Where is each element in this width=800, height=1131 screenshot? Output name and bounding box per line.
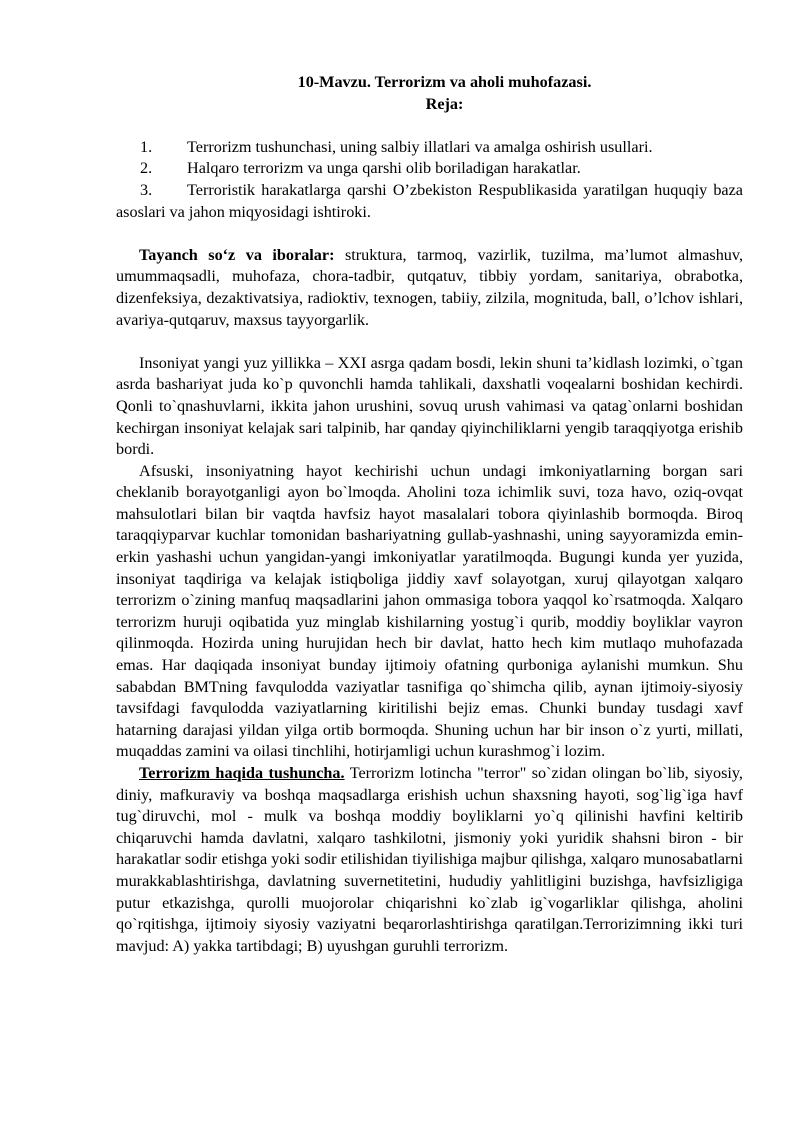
keywords-label: Tayanch so‘z va iboralar: (139, 245, 335, 264)
plan-item-number: 2. (140, 159, 153, 178)
document-page (116, 72, 743, 957)
plan-heading: Reja: (425, 94, 464, 113)
body-paragraph: Insoniyat yangi yuz yillikka – XXI asrga qadam bosdi, lekin shuni ta’kidlash lozimki, o`tgan asrda bashariyat juda ko`p quvonchli hamda tahlikali, daxshatli voqealarni boshidan kechirdi. Qonli to`qnashuvlarni, ikkita jahon urushini, sovuq urush vahimasi va qatag`onlarni boshidan kechirgan insoniyat kelajak sari talpinib, har qanday qiyinchiliklarni yengib taraqqiyotga erishib bordi. (116, 353, 743, 459)
plan-item-number: 1. (140, 137, 153, 156)
definition-label: Terrorizm haqida tushuncha. (139, 764, 345, 782)
plan-item-text: Halqaro terrorizm va unga qarshi olib boriladigan harakatlar. (187, 159, 581, 178)
definition-text: Terrorizm lotincha "terror" so`zidan olingan bo`lib, siyosiy, diniy, mafkuraviy va boshqa maqsadlarga erishish uchun shaxsning hayoti, sog`lig`iga havf tug`diruvchi, mol - mulk va boshqa moddiy boyliklarni yo`q qilinishi havfini keltirib chiqaruvchi hamda davlatni, xalqaro tashkilotni, jismoniy yoki yuridik shahsni biron - bir harakatlar sodir etishga yoki sodir etilishidan tiyilishiga majbur qilishga, xalqaro munosabatlarni murakkablashtirishga, davlatning suvernetitetini, hududiy yahlitligini buzishga, havfsizligiga putur etkazishga, qurolli muojorolar chiqarishni ko`zlab ig`vogarliklar qilishga, aholini qo`rqitishga, ijtimoiy siyosiy vaziyatni beqarorlashtirishga qaratilgan.Terrorizimning ikki turi mavjud: A) yakka tartibdagi; B) uyushgan guruhli terrorizm. (116, 764, 743, 955)
document-title: 10-Mavzu. Terrorizm va aholi muhofazasi. (297, 73, 592, 91)
spacer (116, 331, 743, 353)
plan-item-number: 3. (140, 180, 153, 199)
plan-item (116, 137, 743, 159)
plan-item-text: Terrorizm tushunchasi, uning salbiy illatlari va amalga oshirish usullari. (187, 137, 653, 156)
plan-item (116, 180, 743, 223)
plan-item-text: Terroristik harakatlarga qarshi O’zbekiston Respublikasida yaratilgan huquqiy baza asoslari va jahon miqyosidagi ishtiroki. (116, 180, 743, 221)
plan-item (116, 158, 743, 180)
spacer (116, 115, 743, 137)
definition-paragraph (116, 763, 743, 957)
spacer (116, 223, 743, 245)
keywords-paragraph (116, 245, 743, 331)
body-paragraph: Afsuski, insoniyatning hayot kechirishi uchun undagi imkoniyatlarning borgan sari cheklanib borayotganligi ayon bo`lmoqda. Aholini toza ichimlik suvi, toza havo, oziq-ovqat mahsulotlari bilan bir vaqtda havfsiz hayot masalalari tobora qiyinlashib bormoqda. Biroq taraqqiyparvar kuchlar tomonidan bashariyatning gullab-yashnashi, uning sayyoramizda emin-erkin yashashi uchun yangidan-yangi imkoniyatlar yaratilmoqda. Bugungi kunda yer yuzida, insoniyat taqdiriga va kelajak istiqboliga jiddiy xavf solayotgan, xuruj qilayotgan xalqaro terrorizm o`zining manfuq maqsadlarini jahon ommasiga tobora yaqqol ko`rsatmoqda. Xalqaro terrorizm huruji oqibatida yuz minglab kishilarning yostug`i qurib, moddiy boyliklar vayron qilinmoqda. Hozirda uning hurujidan hech bir davlat, hatto hech kim mutlaqo muhofazada emas. Har daqiqada insoniyat bunday ijtimoiy ofatning qurboniga aylanishi mumkun. Shu sababdan BMTning favqulodda vaziyatlar tasnifiga qo`shimcha qilib, aynan ijtimoiy-siyosiy tavsifdagi favqulodda vaziyatlarning kiritilishi bejiz emas. Chunki bunday tusdagi xavf hatarning darajasi yildan yilga ortib bormoqda. Shuning uchun har bir inson o`z yurti, millati, muqaddas zamini va oilasi tinchlihi, hotirjamligi uchun kurashmog`i lozim. (116, 461, 743, 761)
keywords-text: struktura, tarmoq, vazirlik, tuzilma, ma’lumot almashuv, umummaqsadli, muhofaza, chora-tadbir, qutqatuv, tibbiy yordam, sanitariya, obrabotka, dizenfeksiya, dezaktivatsiya, radioktiv, texnogen, tabiiy, zilzila, mognituda, ball, o’lchov ishlari, avariya-qutqaruv, maxsus tayyorgarlik. (116, 245, 743, 329)
plan-list (116, 137, 743, 223)
